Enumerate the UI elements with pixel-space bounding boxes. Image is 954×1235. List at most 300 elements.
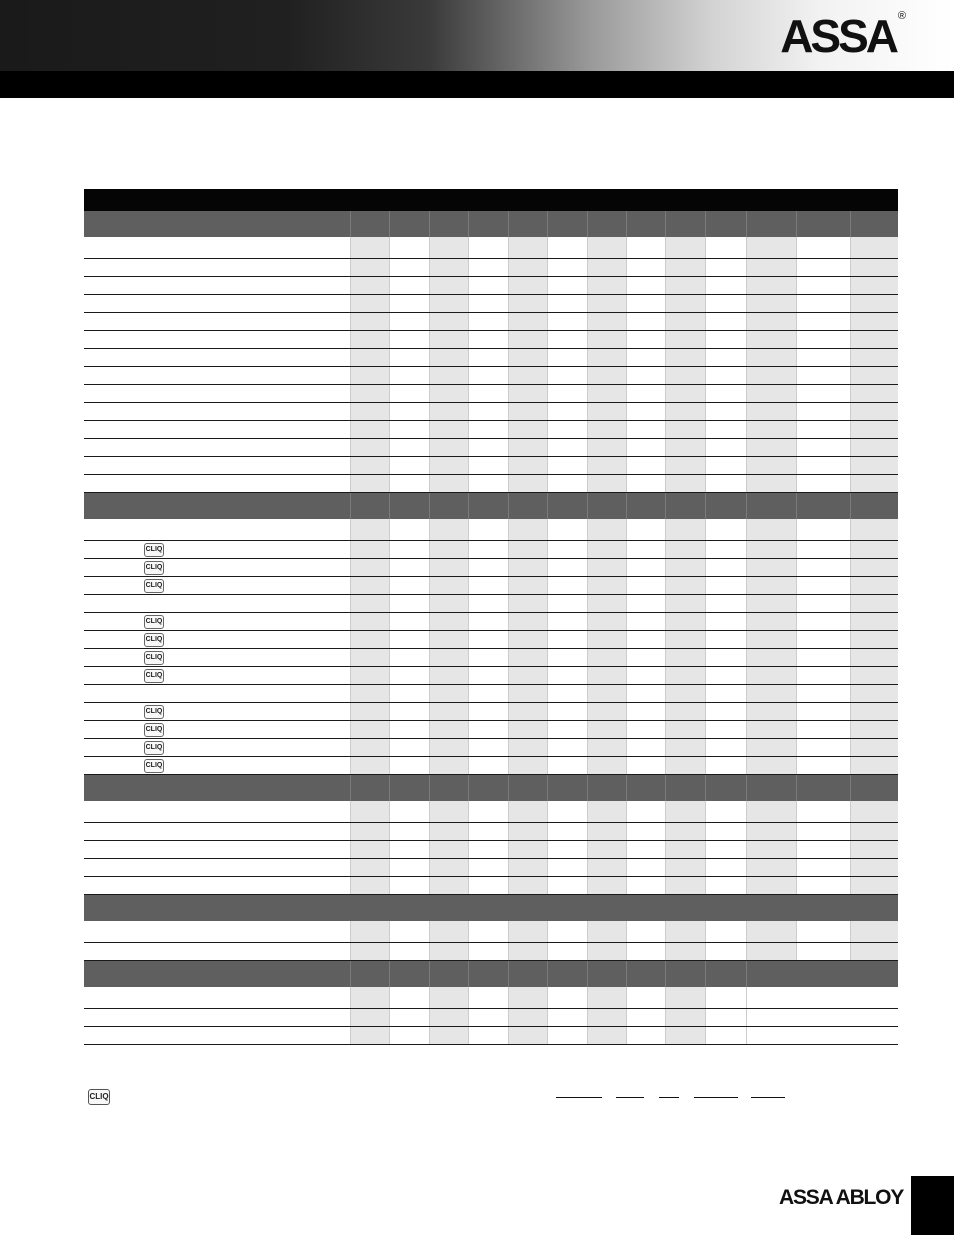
table-cell xyxy=(850,519,898,540)
table-cell xyxy=(547,823,587,840)
table-cell xyxy=(547,987,587,1008)
table-cell xyxy=(350,595,389,612)
table-cell xyxy=(746,631,796,648)
table-cell xyxy=(626,685,665,702)
table-cell xyxy=(547,367,587,384)
table-cell xyxy=(350,1027,389,1044)
table-row xyxy=(84,385,898,403)
table-cell xyxy=(468,439,508,456)
assa-abloy-logo: ASSA ABLOY xyxy=(779,1186,904,1209)
table-cell xyxy=(350,519,389,540)
table-cell xyxy=(626,1027,665,1044)
table-cell xyxy=(665,519,705,540)
row-label xyxy=(84,595,350,612)
table-cell xyxy=(468,421,508,438)
table-cell xyxy=(850,439,898,456)
table-cell xyxy=(746,921,796,942)
row-label xyxy=(84,519,350,540)
table-cell xyxy=(796,475,850,492)
cliq-icon: CLIQ xyxy=(144,615,164,629)
table-cell xyxy=(665,1027,705,1044)
table-cell xyxy=(850,457,898,474)
table-cell xyxy=(429,259,468,276)
row-label xyxy=(84,421,350,438)
section-header-cell xyxy=(468,493,508,519)
table-cell xyxy=(796,439,850,456)
table-cell xyxy=(626,649,665,666)
table-cell xyxy=(350,237,389,258)
table-cell xyxy=(508,385,547,402)
table-cell xyxy=(665,457,705,474)
section-header-cell xyxy=(746,211,796,237)
table-cell xyxy=(508,403,547,420)
table-row xyxy=(84,349,898,367)
table-cell xyxy=(468,295,508,312)
table-cell xyxy=(508,439,547,456)
table-cell xyxy=(508,649,547,666)
table-cell xyxy=(350,349,389,366)
table-cell xyxy=(705,439,746,456)
table-cell xyxy=(468,739,508,756)
cliq-icon: CLIQ xyxy=(144,723,164,737)
table-cell xyxy=(665,685,705,702)
table-cell xyxy=(626,577,665,594)
table-cell xyxy=(850,685,898,702)
table-cell xyxy=(508,457,547,474)
table-cell xyxy=(389,349,429,366)
table-cell xyxy=(705,367,746,384)
table-cell xyxy=(665,631,705,648)
table-cell xyxy=(350,721,389,738)
table-cell xyxy=(547,613,587,630)
table-cell xyxy=(389,295,429,312)
table-cell xyxy=(547,801,587,822)
table-cell xyxy=(705,457,746,474)
table-cell xyxy=(587,667,626,684)
table-cell xyxy=(665,349,705,366)
table-cell xyxy=(665,313,705,330)
header-bar xyxy=(0,71,954,98)
table-cell xyxy=(587,277,626,294)
table-cell xyxy=(796,519,850,540)
table-cell xyxy=(796,559,850,576)
table-cell xyxy=(626,667,665,684)
table-cell xyxy=(587,987,626,1008)
table-cell xyxy=(665,595,705,612)
table-cell xyxy=(796,457,850,474)
row-label xyxy=(84,1009,350,1026)
table-cell xyxy=(705,703,746,720)
table-cell xyxy=(850,577,898,594)
table-cell xyxy=(665,943,705,960)
table-cell xyxy=(705,295,746,312)
table-cell xyxy=(665,577,705,594)
table-cell xyxy=(665,475,705,492)
table-cell xyxy=(389,559,429,576)
section-header-cell xyxy=(350,961,389,987)
section-header-span xyxy=(350,895,898,921)
table-cell xyxy=(665,331,705,348)
table-cell xyxy=(587,801,626,822)
section-header-cell xyxy=(429,493,468,519)
table-row xyxy=(84,613,898,631)
section-header-cell xyxy=(547,211,587,237)
table-cell xyxy=(587,439,626,456)
table-cell xyxy=(587,685,626,702)
table-cell xyxy=(429,823,468,840)
table-cell xyxy=(508,739,547,756)
table-cell xyxy=(746,385,796,402)
table-cell xyxy=(350,613,389,630)
section-header-cell xyxy=(746,961,898,987)
row-label xyxy=(84,541,350,558)
section-header-cell xyxy=(665,775,705,801)
table-cell xyxy=(389,667,429,684)
table-cell xyxy=(547,721,587,738)
table-cell xyxy=(468,757,508,774)
table-cell xyxy=(350,667,389,684)
table-cell xyxy=(705,349,746,366)
cliq-icon: CLIQ xyxy=(144,633,164,647)
table-cell xyxy=(587,421,626,438)
table-cell xyxy=(796,313,850,330)
table-cell xyxy=(468,577,508,594)
table-cell xyxy=(547,519,587,540)
table-cell xyxy=(350,541,389,558)
table-cell xyxy=(508,475,547,492)
table-cell xyxy=(389,541,429,558)
table-cell xyxy=(468,649,508,666)
section-header-cell xyxy=(705,493,746,519)
table-cell xyxy=(626,237,665,258)
table-cell xyxy=(468,403,508,420)
section-header-cell xyxy=(850,211,898,237)
table-cell xyxy=(587,367,626,384)
table-cell xyxy=(796,703,850,720)
section-label xyxy=(84,211,350,237)
table-row xyxy=(84,667,898,685)
row-label xyxy=(84,987,350,1008)
table-cell xyxy=(746,649,796,666)
table-cell xyxy=(389,595,429,612)
table-cell xyxy=(547,295,587,312)
table-cell xyxy=(850,559,898,576)
table-cell xyxy=(508,1009,547,1026)
table-cell xyxy=(468,475,508,492)
table-cell xyxy=(468,721,508,738)
table-cell xyxy=(508,613,547,630)
table-cell xyxy=(468,823,508,840)
table-cell xyxy=(587,921,626,942)
table-cell xyxy=(468,613,508,630)
section-header-cell xyxy=(508,211,547,237)
table-cell xyxy=(508,721,547,738)
table-cell xyxy=(587,457,626,474)
table-cell xyxy=(850,649,898,666)
table-cell xyxy=(796,349,850,366)
table-cell xyxy=(389,439,429,456)
table-cell xyxy=(665,801,705,822)
table-cell xyxy=(665,823,705,840)
table-row xyxy=(84,877,898,895)
table-cell xyxy=(705,921,746,942)
table-cell xyxy=(665,385,705,402)
table-cell xyxy=(350,649,389,666)
table-cell xyxy=(389,631,429,648)
table-cell xyxy=(350,823,389,840)
table-cell xyxy=(746,613,796,630)
table-row xyxy=(84,367,898,385)
table-cell xyxy=(665,421,705,438)
table-cell xyxy=(746,519,796,540)
table-cell xyxy=(705,667,746,684)
table-cell xyxy=(626,877,665,894)
table-cell xyxy=(350,703,389,720)
cliq-icon: CLIQ xyxy=(88,1089,110,1105)
table-cell xyxy=(796,295,850,312)
table-row xyxy=(84,721,898,739)
table-cell xyxy=(389,385,429,402)
table-cell xyxy=(547,385,587,402)
table-cell xyxy=(350,877,389,894)
table-cell xyxy=(429,685,468,702)
table-cell xyxy=(850,277,898,294)
table-cell xyxy=(665,841,705,858)
section-header-cell xyxy=(705,775,746,801)
table-cell xyxy=(547,595,587,612)
table-cell xyxy=(508,943,547,960)
table-cell xyxy=(468,667,508,684)
table-cell xyxy=(389,703,429,720)
section-header-cell xyxy=(508,493,547,519)
table-cell xyxy=(508,631,547,648)
row-label xyxy=(84,475,350,492)
table-cell xyxy=(468,519,508,540)
table-cell xyxy=(626,801,665,822)
table-cell xyxy=(746,259,796,276)
table-cell xyxy=(665,667,705,684)
table-cell xyxy=(705,385,746,402)
table-cell xyxy=(665,703,705,720)
section-header-cell xyxy=(389,211,429,237)
table-cell xyxy=(350,403,389,420)
table-cell xyxy=(547,237,587,258)
table-cell xyxy=(587,403,626,420)
table-cell xyxy=(626,313,665,330)
row-label xyxy=(84,403,350,420)
table-cell xyxy=(429,331,468,348)
section-header-cell xyxy=(429,961,468,987)
table-cell xyxy=(587,349,626,366)
table-cell xyxy=(429,841,468,858)
table-cell xyxy=(429,631,468,648)
table-cell xyxy=(547,943,587,960)
table-cell xyxy=(547,541,587,558)
table-cell xyxy=(389,367,429,384)
table-cell xyxy=(796,385,850,402)
table-cell xyxy=(587,475,626,492)
table-cell xyxy=(468,559,508,576)
table-cell xyxy=(547,739,587,756)
table-cell xyxy=(705,519,746,540)
cliq-icon: CLIQ xyxy=(144,651,164,665)
table-cell xyxy=(705,1027,746,1044)
table-cell xyxy=(626,475,665,492)
table-cell xyxy=(746,559,796,576)
table-cell xyxy=(796,921,850,942)
table-cell xyxy=(350,421,389,438)
table-cell xyxy=(746,577,796,594)
table-cell xyxy=(796,757,850,774)
table-cell xyxy=(547,631,587,648)
table-cell xyxy=(705,331,746,348)
table-cell xyxy=(746,877,796,894)
table-cell xyxy=(547,577,587,594)
table-cell xyxy=(468,841,508,858)
table-cell xyxy=(796,841,850,858)
table-cell xyxy=(508,823,547,840)
assa-logo: ASSA xyxy=(780,10,896,62)
row-label xyxy=(84,331,350,348)
table-cell xyxy=(468,541,508,558)
table-cell xyxy=(850,739,898,756)
table-row xyxy=(84,439,898,457)
table-row xyxy=(84,277,898,295)
table-cell xyxy=(796,237,850,258)
cliq-icon: CLIQ xyxy=(144,579,164,593)
table-cell xyxy=(705,721,746,738)
section-header-cell xyxy=(626,775,665,801)
section-header-cell xyxy=(796,211,850,237)
table-cell xyxy=(626,259,665,276)
table-cell xyxy=(626,403,665,420)
table-row xyxy=(84,1027,898,1045)
table-cell xyxy=(508,559,547,576)
table-cell xyxy=(705,739,746,756)
table-cell xyxy=(389,613,429,630)
table-cell xyxy=(705,541,746,558)
table-cell xyxy=(429,439,468,456)
table-cell xyxy=(429,313,468,330)
table-cell xyxy=(508,703,547,720)
row-label xyxy=(84,823,350,840)
table-cell xyxy=(587,841,626,858)
table-cell xyxy=(626,859,665,876)
table-row xyxy=(84,859,898,877)
section-header-cell xyxy=(626,961,665,987)
table-cell xyxy=(746,721,796,738)
section-header xyxy=(84,211,898,237)
table-cell xyxy=(850,859,898,876)
row-label xyxy=(84,295,350,312)
table-row xyxy=(84,921,898,943)
table-cell xyxy=(587,519,626,540)
table-cell xyxy=(665,859,705,876)
row-label xyxy=(84,577,350,594)
table-row xyxy=(84,943,898,961)
row-label xyxy=(84,631,350,648)
table-cell xyxy=(665,295,705,312)
table-cell xyxy=(350,331,389,348)
table-cell xyxy=(389,757,429,774)
table-cell xyxy=(705,757,746,774)
table-cell xyxy=(508,859,547,876)
section-header-cell xyxy=(587,775,626,801)
table-cell xyxy=(547,757,587,774)
row-label xyxy=(84,457,350,474)
table-cell xyxy=(547,1009,587,1026)
table-cell xyxy=(796,801,850,822)
table-cell xyxy=(665,757,705,774)
section-header-cell xyxy=(389,493,429,519)
row-label xyxy=(84,237,350,258)
table-cell xyxy=(508,421,547,438)
table-cell xyxy=(796,277,850,294)
table-cell xyxy=(850,475,898,492)
table-cell xyxy=(796,943,850,960)
table-cell xyxy=(429,801,468,822)
table-cell xyxy=(705,631,746,648)
cliq-icon: CLIQ xyxy=(144,561,164,575)
table-cell xyxy=(796,739,850,756)
row-label xyxy=(84,721,350,738)
row-label xyxy=(84,943,350,960)
table-cell xyxy=(626,721,665,738)
table-row xyxy=(84,631,898,649)
table-cell xyxy=(587,757,626,774)
table-cell xyxy=(665,739,705,756)
table-cell xyxy=(705,559,746,576)
table-cell xyxy=(626,559,665,576)
signature-line xyxy=(616,1097,644,1098)
table-cell xyxy=(796,259,850,276)
product-table xyxy=(84,189,898,1045)
table-cell xyxy=(796,403,850,420)
table-cell xyxy=(746,349,796,366)
cliq-icon: CLIQ xyxy=(144,741,164,755)
table-cell xyxy=(850,667,898,684)
table-cell xyxy=(468,921,508,942)
table-cell xyxy=(389,457,429,474)
table-cell xyxy=(547,439,587,456)
section-header-cell xyxy=(796,775,850,801)
table-cell xyxy=(508,921,547,942)
table-cell xyxy=(350,685,389,702)
table-cell xyxy=(746,703,796,720)
row-label xyxy=(84,921,350,942)
table-cell xyxy=(746,457,796,474)
table-cell xyxy=(429,613,468,630)
table-cell xyxy=(350,631,389,648)
table-cell xyxy=(508,237,547,258)
table-cell xyxy=(468,859,508,876)
table-cell xyxy=(389,237,429,258)
table-cell xyxy=(547,1027,587,1044)
table-cell xyxy=(429,475,468,492)
table-cell xyxy=(705,475,746,492)
table-cell xyxy=(350,457,389,474)
section-header-cell xyxy=(547,493,587,519)
table-cell xyxy=(705,313,746,330)
signature-line xyxy=(556,1097,602,1098)
table-cell xyxy=(665,439,705,456)
table-cell xyxy=(850,313,898,330)
signature-line xyxy=(694,1097,738,1098)
table-cell xyxy=(796,421,850,438)
table-cell xyxy=(587,541,626,558)
table-cell xyxy=(626,385,665,402)
table-cell xyxy=(508,877,547,894)
